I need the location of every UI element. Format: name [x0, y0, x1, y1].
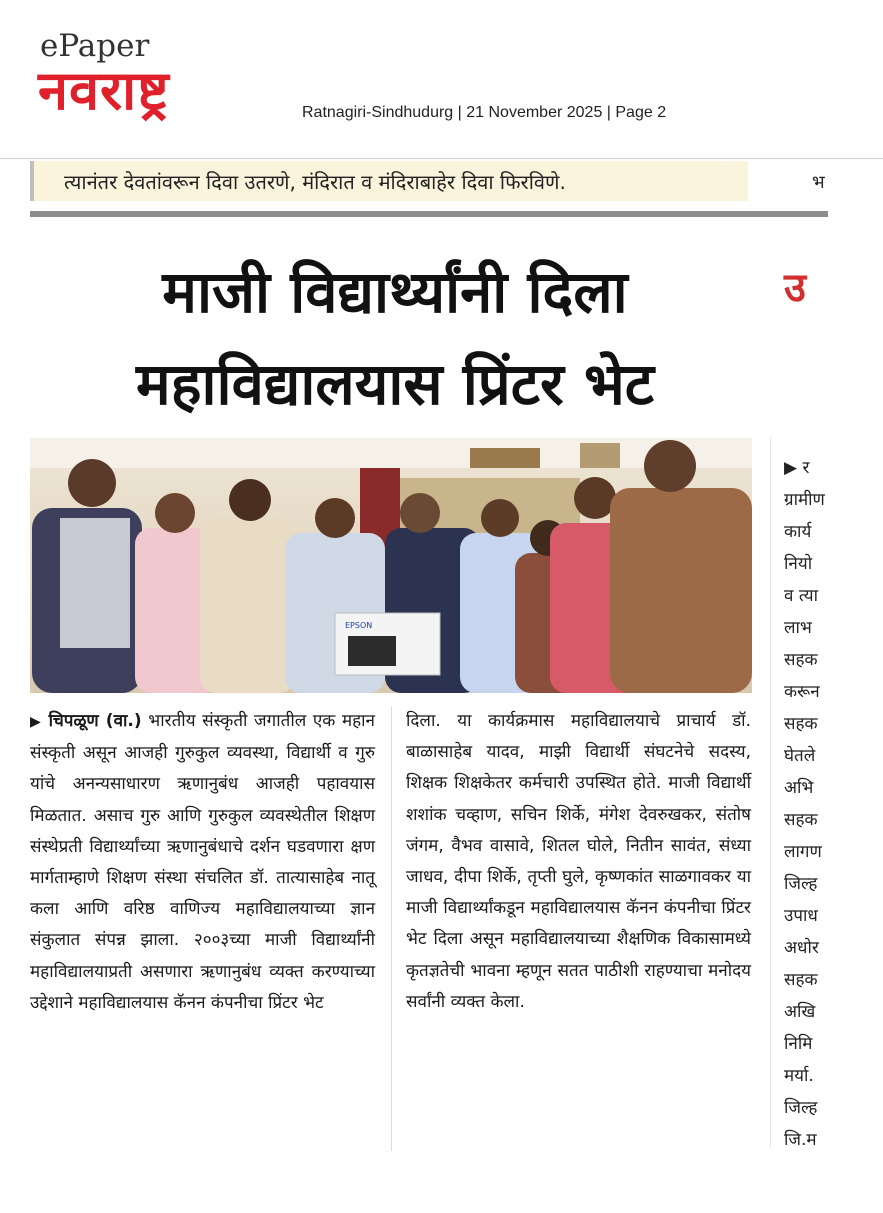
right-column-line: अधोर — [784, 938, 819, 958]
right-column-line: घेतले — [784, 746, 816, 766]
right-column-line: जिल्ह — [784, 874, 818, 894]
right-column-line: ग्रामीण — [784, 490, 825, 510]
right-column-line: करून — [784, 682, 820, 702]
article-headline — [30, 246, 760, 430]
article-column-2 — [406, 706, 751, 1018]
right-column-line: सहक — [784, 714, 818, 734]
right-column-line: लाभ — [784, 618, 812, 638]
right-article-headline-fragment: उ — [784, 265, 806, 311]
right-column-line: जिल्ह — [784, 1098, 818, 1118]
top-strip — [30, 161, 748, 201]
article-dateline: चिपळूण (वा.) — [48, 711, 142, 731]
column-divider-right — [770, 438, 771, 1148]
right-column-line: व त्या — [784, 586, 819, 606]
printer-brand-label: EPSON — [345, 621, 373, 630]
right-column-line: अखि — [784, 1002, 816, 1022]
article-column-1 — [30, 706, 375, 1019]
right-column-line: सहक — [784, 650, 818, 670]
right-article-column — [784, 452, 828, 1156]
masthead-divider — [0, 158, 883, 159]
epaper-label: ePaper — [40, 28, 150, 64]
right-column-line: जि.म — [784, 1130, 817, 1150]
triangle-bullet-icon: ▶ — [30, 714, 42, 730]
article-body-col2: दिला. या कार्यक्रमास महाविद्यालयाचे प्राचार्य डॉ. बाळासाहेब यादव, माझी विद्यार्थी संघटनेचे सदस्य, शिक्षक शिक्षकेतर कर्मचारी उपस्थित होते. माजी विद्यार्थी शशांक चव्हाण, सचिन शिर्के, मंगेश देवरुखकर, संतोष जंगम, वैभव वासावे, शितल घोले, नितीन सावंत, संध्या जाधव, दीपा शिर्के, तृप्ती घुले, कृष्णकांत साळगावकर या माजी विद्यार्थ्यांकडून महाविद्यालयास कॅनन कंपनीचा प्रिंटर भेट दिला असून महाविद्यालयाच्या शैक्षणिक विकासामध्ये कृतज्ञतेची भावना म्हणून सतत पाठीशी राहण्याचा मनोदय सर्वांनी व्यक्त केला. — [406, 711, 751, 1012]
newspaper-logo: नवराष्ट्र — [38, 59, 170, 122]
right-column-line: नियो — [784, 554, 813, 574]
article-paragraph-1 — [30, 706, 375, 1019]
headline-line-1: माजी विद्यार्थ्यांनी दिला — [162, 258, 628, 326]
edition-line: Ratnagiri-Sindhudurg | 21 November 2025 | Page 2 — [302, 104, 667, 121]
article-body-col1: भारतीय संस्कृती जगातील एक महान संस्कृती असून आजही गुरुकुल व्यवस्था, विद्यार्थी व गुरु यांचे अनन्यसाधारण ऋणानुबंध आजही पहावयास मिळतात. असाच गुरु आणि गुरुकुल व्यवस्थेतील शिक्षण संस्थेप्रती विद्यार्थ्यांच्या ऋणानुबंधाचे दर्शन घडवणारा क्षण मार्गताम्हाणे शिक्षण संस्था संचलित डॉ. तात्यासाहेब नातू कला आणि वरिष्ठ वाणिज्य महाविद्यालयाच्या ज्ञान संकुलात संपन्न झाला. २००३च्या माजी विद्यार्थ्यांनी महाविद्यालयाप्रती असणारा ऋणानुबंध व्यक्त करण्याच्या उद्देशाने महाविद्यालयास कॅनन कंपनीचा प्रिंटर भेट — [30, 711, 375, 1013]
article-photo — [30, 438, 752, 693]
section-divider — [30, 211, 828, 217]
group-photo-illustration — [30, 438, 752, 693]
top-strip-right-fragment: भ — [812, 172, 825, 193]
right-column-line: उपाध — [784, 906, 818, 926]
top-strip-text: त्यानंतर देवतांवरून दिवा उतरणे, मंदिरात व मंदिराबाहेर दिवा फिरविणे. — [64, 170, 566, 194]
right-column-line: ▶ र — [784, 458, 810, 478]
right-column-line: अभि — [784, 778, 814, 798]
column-divider — [391, 706, 392, 1151]
headline-line-2: महाविद्यालयास प्रिंटर भेट — [136, 350, 654, 418]
right-column-line: कार्य — [784, 522, 812, 542]
right-column-line: सहक — [784, 970, 818, 990]
printer-box — [335, 613, 440, 675]
right-column-line: मर्या. — [784, 1066, 814, 1086]
right-column-line: निमि — [784, 1034, 813, 1054]
right-column-line: सहक — [784, 810, 818, 830]
masthead — [0, 0, 883, 160]
right-column-line: लागण — [784, 842, 822, 862]
